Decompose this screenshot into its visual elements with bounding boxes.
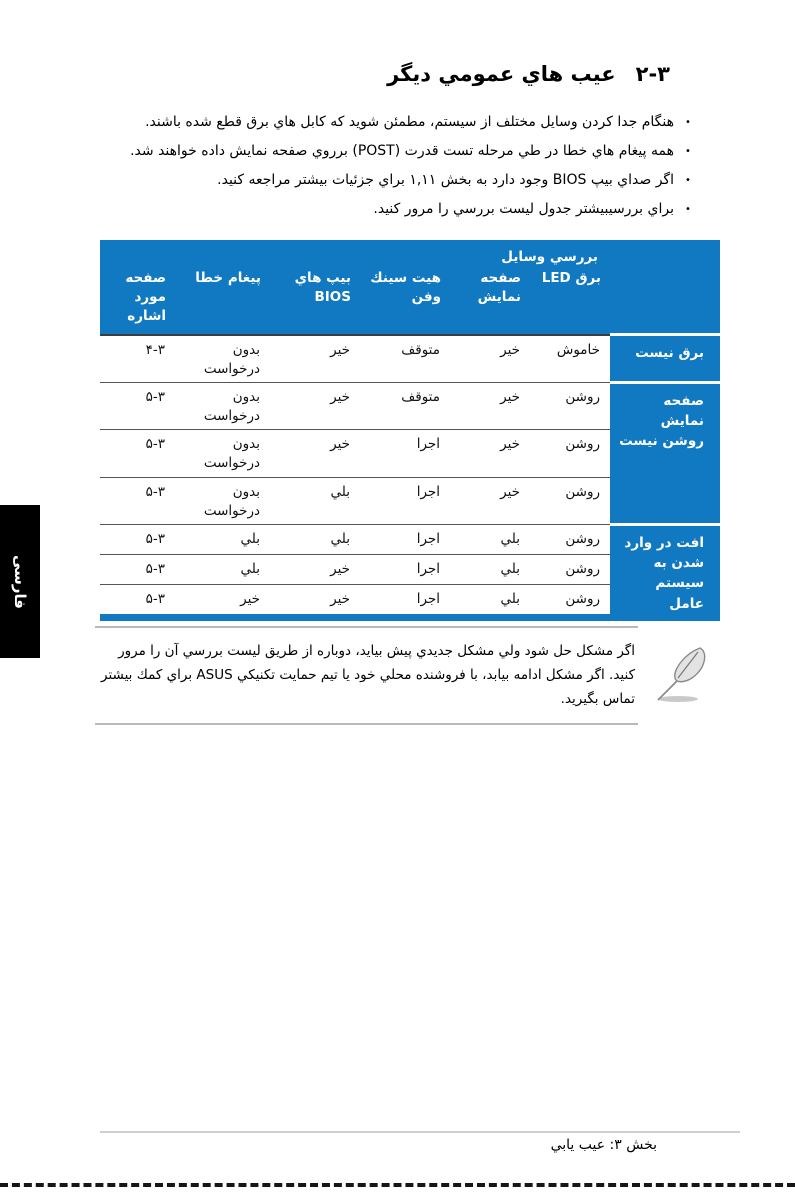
- table-cell: اجرا: [360, 584, 450, 614]
- column-header: پيغام خطا: [175, 267, 270, 335]
- footer-divider: [100, 1131, 740, 1133]
- table-cell: خير: [450, 430, 530, 477]
- bullet-dot-icon: •: [685, 117, 691, 128]
- table-body: [100, 335, 720, 614]
- column-header: بيپ هاي BIOS: [270, 267, 360, 335]
- column-header: برق LED: [530, 267, 610, 335]
- language-side-tab: [0, 505, 40, 658]
- bullet-dot-icon: •: [685, 146, 691, 157]
- column-header: صفحه نمايش: [450, 267, 530, 335]
- page-title: عيب هاي عمومي ديگر: [387, 62, 616, 86]
- bullet-item: [60, 137, 694, 166]
- table-cell: خاموش: [530, 335, 610, 383]
- row-group-label: صفحه نمايش روشن نيست: [610, 382, 720, 524]
- bullet-text: همه پيغام هاي خطا در طي مرحله تست قدرت (POST) برروي صفحه نمايش داده خواهند شد.: [130, 143, 674, 159]
- footer-chapter-label: بخش ۳: عيب يابي: [550, 1137, 657, 1153]
- table-group-header-row: [100, 240, 720, 267]
- table-cell: خير: [270, 430, 360, 477]
- table-cell: اجرا: [360, 430, 450, 477]
- table-cell: خير: [450, 382, 530, 429]
- table-cell: بدون درخواست: [175, 382, 270, 429]
- scan-bottom-edge: [0, 1183, 795, 1187]
- table-cell: روشن: [530, 382, 610, 429]
- table-cell: بلي: [270, 524, 360, 554]
- table-cell: خير: [450, 335, 530, 383]
- note-block: [95, 612, 720, 739]
- table-cell: بلي: [450, 584, 530, 614]
- section-title: [387, 62, 670, 86]
- note-text: اگر مشكل حل شود ولي مشكل جديدي پيش بيايد، دوباره از طريق ليست بررسي آن را مرور كنيد. اگر مشكل ادامه بيابد، با فروشنده محلي خود يا تيم حمايت تكنيكي ASUS براي كمك بيشتر تماس بگيريد.: [95, 626, 638, 726]
- table-cell: ۵-۳: [100, 584, 175, 614]
- bullet-dot-icon: •: [685, 175, 691, 186]
- table-cell: خير: [450, 477, 530, 524]
- language-tab-label: فارسی: [11, 554, 29, 609]
- troubleshooting-table: [100, 240, 720, 614]
- table-cell: اجرا: [360, 477, 450, 524]
- bullet-text: اگر صداي بيپ BIOS وجود دارد به بخش ۱,۱۱ براي جزئيات بيشتر مراجعه كنيد.: [217, 172, 674, 188]
- section-number: ۲-۳: [635, 62, 670, 86]
- table-row: [100, 524, 720, 554]
- bullet-item: [60, 195, 694, 224]
- table-cell: اجرا: [360, 524, 450, 554]
- table-cell: ۵-۳: [100, 554, 175, 584]
- table-cell: ۵-۳: [100, 524, 175, 554]
- table-row: [100, 382, 720, 429]
- table-cell: خير: [270, 382, 360, 429]
- table-cell: بلي: [175, 524, 270, 554]
- column-header: هيت سينك وفن: [360, 267, 450, 335]
- table-cell: روشن: [530, 430, 610, 477]
- table-cell: ۵-۳: [100, 430, 175, 477]
- bullet-dot-icon: •: [685, 204, 691, 215]
- bullet-text: هنگام جدا كردن وسايل مختلف از سيستم، مطمئن شويد كه كابل هاي برق قطع شده باشند.: [145, 114, 674, 130]
- table-cell: خير: [270, 335, 360, 383]
- table-cell: اجرا: [360, 554, 450, 584]
- table-cell: بدون درخواست: [175, 430, 270, 477]
- table-cell: بلي: [450, 524, 530, 554]
- bullet-item: [60, 108, 694, 137]
- table-cell: ۵-۳: [100, 477, 175, 524]
- table-cell: روشن: [530, 554, 610, 584]
- column-header: صفحه مورد اشاره: [100, 267, 175, 335]
- bullet-item: [60, 166, 694, 195]
- table-cell: بلي: [270, 477, 360, 524]
- table-cell: متوقف: [360, 335, 450, 383]
- row-group-label: افت در وارد شدن به سيستم عامل: [610, 524, 720, 614]
- table-cell: روشن: [530, 584, 610, 614]
- table-cell: روشن: [530, 524, 610, 554]
- table-cell: بدون درخواست: [175, 335, 270, 383]
- table-cell: ۵-۳: [100, 382, 175, 429]
- table-cell: متوقف: [360, 382, 450, 429]
- row-group-label: برق نيست: [610, 335, 720, 383]
- bullet-list: [60, 108, 694, 224]
- table-cell: بلي: [450, 554, 530, 584]
- bullet-text: براي بررسيبيشتر جدول ليست بررسي را مرور كنيد.: [373, 201, 674, 217]
- row-label-column-header: [610, 240, 720, 335]
- quill-feather-icon: [648, 642, 720, 708]
- table-cell: ۴-۳: [100, 335, 175, 383]
- table-cell: بلي: [175, 554, 270, 584]
- table-cell: خير: [175, 584, 270, 614]
- table-cell: بدون درخواست: [175, 477, 270, 524]
- table-cell: خير: [270, 554, 360, 584]
- troubleshooting-table-wrap: [100, 240, 720, 621]
- table-cell: روشن: [530, 477, 610, 524]
- group-header: بررسي وسايل: [100, 240, 610, 267]
- table-row: [100, 335, 720, 383]
- table-cell: خير: [270, 584, 360, 614]
